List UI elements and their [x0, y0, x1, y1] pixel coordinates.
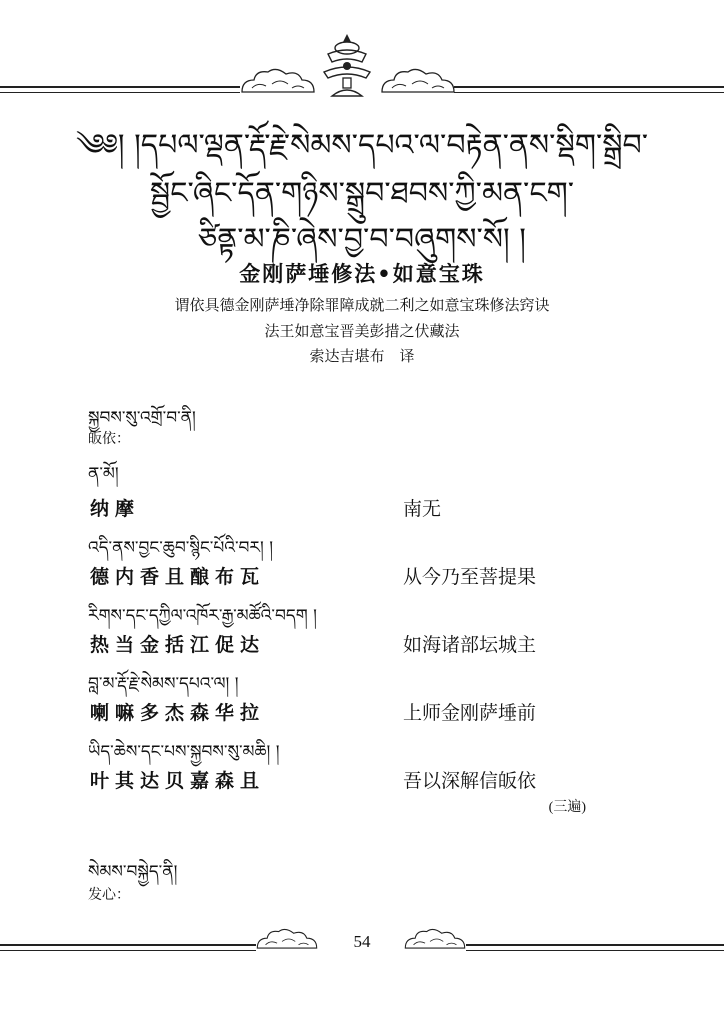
- verse-meaning-3: 上师金刚萨埵前: [403, 703, 537, 724]
- verse-tibetan-1: འདི་ནས་བྱང་ཆུབ་སྙིང་པོའི་བར། །: [88, 538, 273, 558]
- subtitle-line-2: 法王如意宝晋美彭措之伏藏法: [264, 324, 460, 340]
- page-title: 金刚萨埵修法•如意宝珠: [239, 262, 485, 286]
- cloud-left-icon: [238, 66, 318, 96]
- page-number: 54: [353, 932, 371, 951]
- tibetan-title-line-3: ཙིནྟ་མ་ཎི་ཞེས་བྱ་བ་བཞུགས་སོ། །: [198, 222, 526, 257]
- tibetan-title-line-2: སྦྱོང་ཞིང་དོན་གཉིས་སྒྲུབ་ཐབས་ཀྱི་མན་ངག་: [149, 176, 575, 211]
- verse-translit-4: 叶其达贝嘉森且: [90, 770, 266, 792]
- subtitle-line-1: 谓依具德金刚萨埵净除罪障成就二利之如意宝珠修法窍诀: [174, 298, 550, 314]
- verse-translit-3: 喇嘛多杰森华拉: [90, 702, 266, 724]
- verse-meaning-4: 吾以深解信皈依: [403, 771, 537, 792]
- header-rule-left: [0, 86, 240, 93]
- header-rule-right: [454, 86, 724, 93]
- refuge-chinese-heading: 皈依：: [88, 432, 130, 447]
- bodhicitta-tibetan-heading: སེམས་བསྐྱེད་ནི།: [88, 862, 178, 882]
- verse-tibetan-0: ན་མོ།: [88, 464, 119, 484]
- refuge-tibetan-heading: སྐྱབས་སུ་འགྲོ་བ་ནི།: [88, 408, 196, 428]
- verse-translit-1: 德内香且酿布瓦: [90, 566, 266, 588]
- cloud-right-icon: [378, 66, 458, 96]
- verse-meaning-2: 如海诸部坛城主: [403, 635, 537, 656]
- tibetan-title-line-1: ༄༅། །དཔལ་ལྡན་རྡོ་རྗེ་སེམས་དཔའ་ལ་བརྟེན་ནས་སྡིག་སྒྲིབ་: [75, 128, 649, 163]
- verse-tibetan-2: རིགས་དང་དཀྱིལ་འཁོར་རྒྱ་མཚོའི་བདག །: [88, 606, 317, 626]
- verse-translit-0: 纳摩: [90, 498, 141, 520]
- verse-tibetan-3: བླ་མ་རྡོ་རྗེ་སེམས་དཔའ་ལ། །: [88, 674, 239, 694]
- verse-meaning-1: 从今乃至菩提果: [403, 567, 537, 588]
- bodhicitta-chinese-heading: 发心：: [88, 888, 130, 903]
- translator-line: 索达吉堪布 译: [309, 349, 415, 365]
- verse-meaning-0: 南无: [403, 499, 442, 520]
- wish-fulfilling-jewel-icon: [316, 32, 378, 98]
- verse-translit-2: 热当金括江促达: [90, 634, 266, 656]
- verse-tibetan-4: ཡིད་ཆེས་དང་པས་སྐྱབས་སུ་མཆི། །: [88, 742, 280, 762]
- repeat-note: (三遍): [548, 800, 586, 815]
